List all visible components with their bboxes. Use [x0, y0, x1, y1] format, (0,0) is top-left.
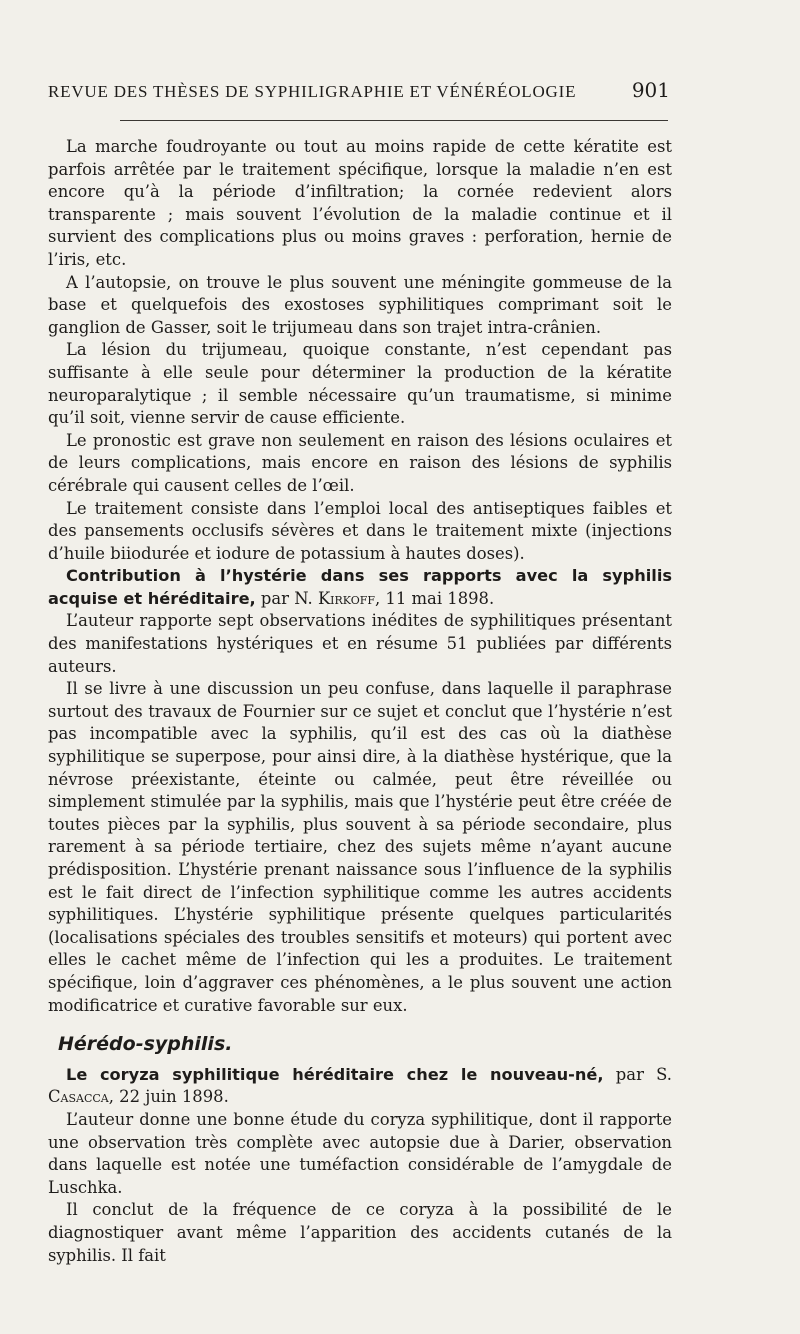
- running-title: REVUE DES THÈSES DE SYPHILIGRAPHIE ET VÉNÉRÉOLOGIE: [48, 82, 577, 101]
- page-number: 901: [631, 78, 670, 102]
- paragraph: L’auteur donne une bonne étude du coryza syphilitique, dont il rapporte une observation très complète avec autopsie due à Darier, observation dans laquelle est notée une tuméfaction considérable de l’amygdale de Luschka.: [48, 1109, 672, 1197]
- section-title: Hérédo-syphilis.: [58, 1033, 233, 1056]
- paragraph: Il conclut de la fréquence de ce coryza à la possibilité de le diagnostiquer avant même l’apparition des accidents cutanés de la syphilis. Il fait: [48, 1200, 672, 1265]
- body-text: [48, 136, 672, 1267]
- paragraph: Le traitement consiste dans l’emploi local des antiseptiques faibles et des pansements occlusifs sévères et dans le traitement mixte (injections d’huile biiodurée et iodure de potassium à hautes doses).: [48, 498, 672, 563]
- article-title: Contribution à l’hystérie dans ses rapports avec la syphilis acquise et héréditaire,: [48, 566, 672, 608]
- header-rule: [120, 120, 668, 121]
- paragraph: L’auteur rapporte sept observations inédites de syphilitiques présentant des manifestations hystériques et en résume 51 publiées par différents auteurs.: [48, 611, 672, 676]
- running-header: [48, 78, 670, 102]
- article-author: Casacca: [48, 1087, 109, 1107]
- paragraph: La lésion du trijumeau, quoique constante, n’est cependant pas suffisante à elle seule pour déterminer la production de la kératite neuroparalytique ; il semble nécessaire qu’un traumatisme, si minime qu’il soit, vienne servir de cause efficiente.: [48, 340, 672, 428]
- article-author: Kirkoff: [317, 588, 376, 608]
- article-title: Le coryza syphilitique héréditaire chez le nouveau-né,: [66, 1064, 604, 1084]
- article-heading-casacca: [48, 1064, 672, 1109]
- paragraph: Il se livre à une discussion un peu confuse, dans laquelle il paraphrase surtout des travaux de Fournier sur ce sujet et conclut que l’hystérie n’est pas incompatible avec la syphilis, qu’il est des cas où la diathèse syphilitique se superpose, pour ainsi dire, à la diathèse hystérique, que la névrose préexistante, éteinte ou calmée, peut être réveillée ou simplement stimulée par la syphilis, mais que l’hystérie peut être créée de toutes pièces par la syphilis, plus souvent à sa période secondaire, plus rarement à sa période tertiaire, chez des sujets même n’ayant aucune prédisposition. L’hystérie prenant naissance sous l’influence de la syphilis est le fait direct de l’infection syphilitique comme les autres accidents syphilitiques. L’hystérie syphilitique présente quelques particularités (localisations spéciales des troubles sensitifs et moteurs) qui portent avec elles le cachet même de l’infection qui les a produites. Le traitement spécifique, loin d’aggraver ces phénomènes, a le plus souvent une action modificatrice et curative favorable sur eux.: [48, 679, 672, 1015]
- article-by: par S.: [603, 1064, 672, 1084]
- article-date: , 11 mai 1898.: [375, 588, 495, 608]
- article-heading-kirkoff: [48, 565, 672, 610]
- paragraph: A l’autopsie, on trouve le plus souvent une méningite gommeuse de la base et quelquefois des exostoses syphilitiques comprimant soit le ganglion de Gasser, soit le trijumeau dans son trajet intra-crânien.: [48, 272, 672, 337]
- article-date: , 22 juin 1898.: [108, 1087, 229, 1107]
- paragraph: La marche foudroyante ou tout au moins rapide de cette kératite est parfois arrêtée par le traitement spécifique, lorsque la maladie n’en est encore qu’à la période d’infiltration; la cornée redevient alors transparente ; mais souvent l’évolution de la maladie continue et il survient des complications plus ou moins graves : perforation, hernie de l’iris, etc.: [48, 137, 672, 269]
- article-by: par N.: [255, 588, 318, 608]
- paragraph: Le pronostic est grave non seulement en raison des lésions oculaires et de leurs complications, mais encore en raison des lésions de syphilis cérébrale qui causent celles de l’œil.: [48, 430, 672, 495]
